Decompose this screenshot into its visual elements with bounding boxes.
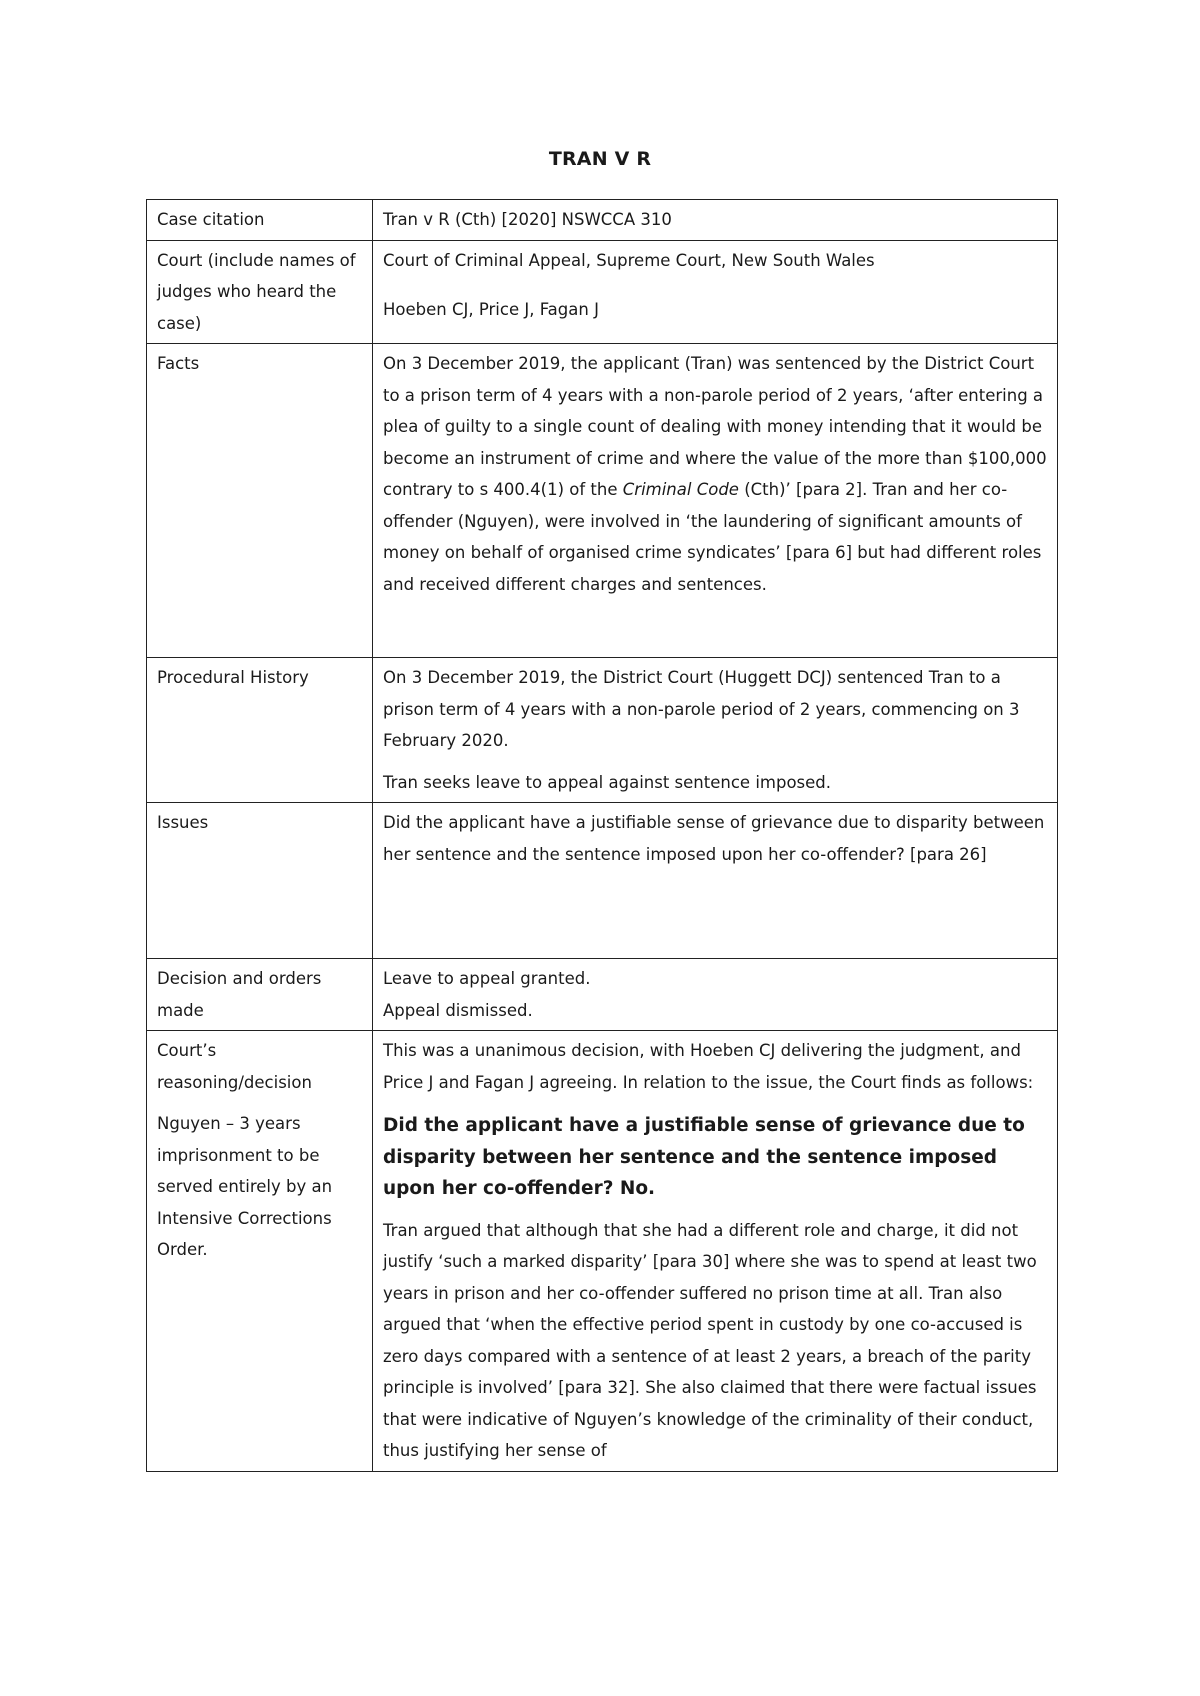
decision-line-2: Appeal dismissed. [383,1000,533,1020]
procedural-para-1: On 3 December 2019, the District Court (Huggett DCJ) sentenced Tran to a prison term of 4 years with a non-parole period of 2 years, commencing on 3 February 2020. [383,668,1020,750]
procedural-para-2: Tran seeks leave to appeal against sentence imposed. [383,772,832,792]
label-court: Court (include names of judges who heard the case) [147,240,373,344]
court-name: Court of Criminal Appeal, Supreme Court, New South Wales [383,250,875,270]
reasoning-intro: This was a unanimous decision, with Hoeben CJ delivering the judgment, and Price J and Fagan J agreeing. In relation to the issue, the Court finds as follows: [383,1041,1034,1092]
row-reasoning [147,1031,1058,1472]
row-decision [147,959,1058,1031]
court-judges: Hoeben CJ, Price J, Fagan J [383,300,599,319]
reasoning-label: Court’s reasoning/decision [157,1041,312,1092]
value-decision [373,959,1058,1031]
label-decision: Decision and orders made [147,959,373,1031]
facts-text-part-2: (Cth)’ [para 2]. Tran and her co-offender (Nguyen), were involved in ‘the laundering of significant amounts of money on behalf of organised crime syndicates’ [para 6] but had different roles and received different charges and sentences. [383,480,1042,594]
label-reasoning [147,1031,373,1472]
value-reasoning [373,1031,1058,1472]
label-facts: Facts [147,344,373,658]
reasoning-issue-heading: Did the applicant have a justifiable sense of grievance due to disparity between her sentence and the sentence imposed upon her co-offender? No. [383,1115,1025,1199]
row-procedural-history [147,658,1058,803]
label-procedural-history: Procedural History [147,658,373,803]
reasoning-body: Tran argued that although that she had a different role and charge, it did not justify ‘such a marked disparity’ [para 30] where she was to spend at least two years in prison and her co-offender suffered no prison time at all. Tran also argued that ‘when the effective period spent in custody by one co-accused is zero days compared with a sentence of at least 2 years, a breach of the parity principle is involved’ [para 32]. She also claimed that there were factual issues that were indicative of Nguyen’s knowledge of the criminality of their conduct, thus justifying her sense of [383,1220,1037,1460]
case-brief-table [146,199,1058,1472]
row-issues [147,803,1058,959]
value-procedural-history [373,658,1058,803]
value-issues: Did the applicant have a justifiable sense of grievance due to disparity between her sentence and the sentence imposed upon her co-offender? [para 26] [373,803,1058,959]
label-issues: Issues [147,803,373,959]
value-facts [373,344,1058,658]
value-court [373,240,1058,344]
page-title: TRAN V R [548,148,652,170]
value-case-citation: Tran v R (Cth) [2020] NSWCCA 310 [373,200,1058,241]
reasoning-side-note: Nguyen – 3 years imprisonment to be served entirely by an Intensive Corrections Order. [157,1114,333,1259]
decision-line-1: Leave to appeal granted. [383,969,591,988]
facts-text [383,348,1049,600]
row-case-citation [147,200,1058,241]
row-court [147,240,1058,344]
facts-text-italic: Criminal Code [622,480,739,499]
label-case-citation: Case citation [147,200,373,241]
row-facts [147,344,1058,658]
facts-text-part-1: On 3 December 2019, the applicant (Tran) was sentenced by the District Court to a prison term of 4 years with a non-parole period of 2 years, ‘after entering a plea of guilty to a single count of dealing with money intending that it would be become an instrument of crime and where the value of the more than $100,000 contrary to s 400.4(1) of the [383,354,1047,499]
